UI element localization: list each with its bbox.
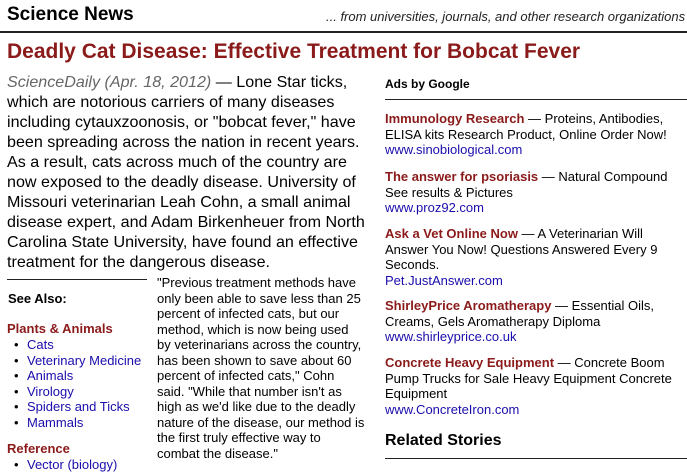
ad-url[interactable]: www.shirleyprice.co.uk [385,329,517,345]
category-links [7,457,152,473]
ad-item[interactable] [385,169,675,216]
ad-item[interactable] [385,355,675,417]
site-title[interactable]: Science News [7,4,134,25]
ad-item[interactable] [385,111,675,158]
article-quote: "Previous treatment methods have only been able to save less than 25 percent of infected cats, but our method, which is now being used by veterinarians across the country, has been shown to save about 60 percent of infected cats," Cohn said. "While that number isn't as high as we'd like due to the deadly nature of the disease, our method is the first truly effective way to combat the disease." [157,275,365,461]
article-source: ScienceDaily (Apr. 18, 2012) [7,73,212,91]
ad-text: — Proteins, Antibodies, ELISA kits Research Product, Online Order Now! [385,111,667,142]
see-also-category-plants-animals [7,321,152,431]
ads-divider [385,99,687,100]
header-divider [0,31,687,33]
related-divider [385,458,687,459]
ad-url[interactable]: www.sinobiological.com [385,142,523,158]
category-links [7,337,152,431]
ad-text: — Essential Oils, Creams, Gels Aromatherapy Diploma [385,298,655,329]
ad-text: — A Veterinarian Will Answer You Now! Questions Answered Every 9 Seconds. [385,226,658,273]
link-veterinary-medicine[interactable]: • Veterinary Medicine [7,353,152,369]
link-animals[interactable]: • Animals [7,368,152,384]
ad-title[interactable]: Immunology Research [385,111,525,126]
ad-text: — Natural Compound See results & Pictures [385,169,668,200]
ad-url[interactable]: www.ConcreteIron.com [385,401,520,417]
site-tagline: ... from universities, journals, and other research organizations [326,9,686,24]
article-headline: Deadly Cat Disease: Effective Treatment for Bobcat Fever [7,40,581,63]
see-also-divider [7,279,147,280]
ad-title[interactable]: Concrete Heavy Equipment [385,355,555,370]
ad-url[interactable]: Pet.JustAnswer.com [385,272,503,288]
ad-item[interactable] [385,298,675,345]
ad-title[interactable]: Ask a Vet Online Now [385,226,518,241]
link-virology[interactable]: • Virology [7,384,152,400]
category-title: Reference [7,441,70,456]
ad-item[interactable] [385,226,675,288]
link-vector-biology[interactable]: • Vector (biology) [7,457,152,473]
category-title: Plants & Animals [7,321,113,336]
ad-url[interactable]: www.proz92.com [385,200,484,216]
see-also-category-reference [7,441,152,473]
link-spiders-and-ticks[interactable]: • Spiders and Ticks [7,399,152,415]
link-mammals[interactable]: • Mammals [7,415,152,431]
related-stories-title: Related Stories [385,432,502,449]
ad-text: — Concrete Boom Pump Trucks for Sale Heavy Equipment Concrete Equipment [385,355,672,402]
article-lead [7,72,365,272]
article-body: — Lone Star ticks, which are notorious carriers of many diseases including cytauxzoonosis, or "bobcat fever," have been spreading across the nation in recent years. As a result, cats across much of the country are now exposed to the deadly disease. University of Missouri veterinarian Leah Cohn, a small animal disease expert, and Adam Birkenheuer from North Carolina State University, have found an effective treatment for the dangerous disease. [7,73,365,271]
ad-title[interactable]: The answer for psoriasis [385,169,539,184]
ads-title[interactable]: Ads by Google [385,77,470,91]
ad-title[interactable]: ShirleyPrice Aromatherapy [385,298,552,313]
see-also-title: See Also: [8,291,67,306]
link-cats[interactable]: • Cats [7,337,152,353]
